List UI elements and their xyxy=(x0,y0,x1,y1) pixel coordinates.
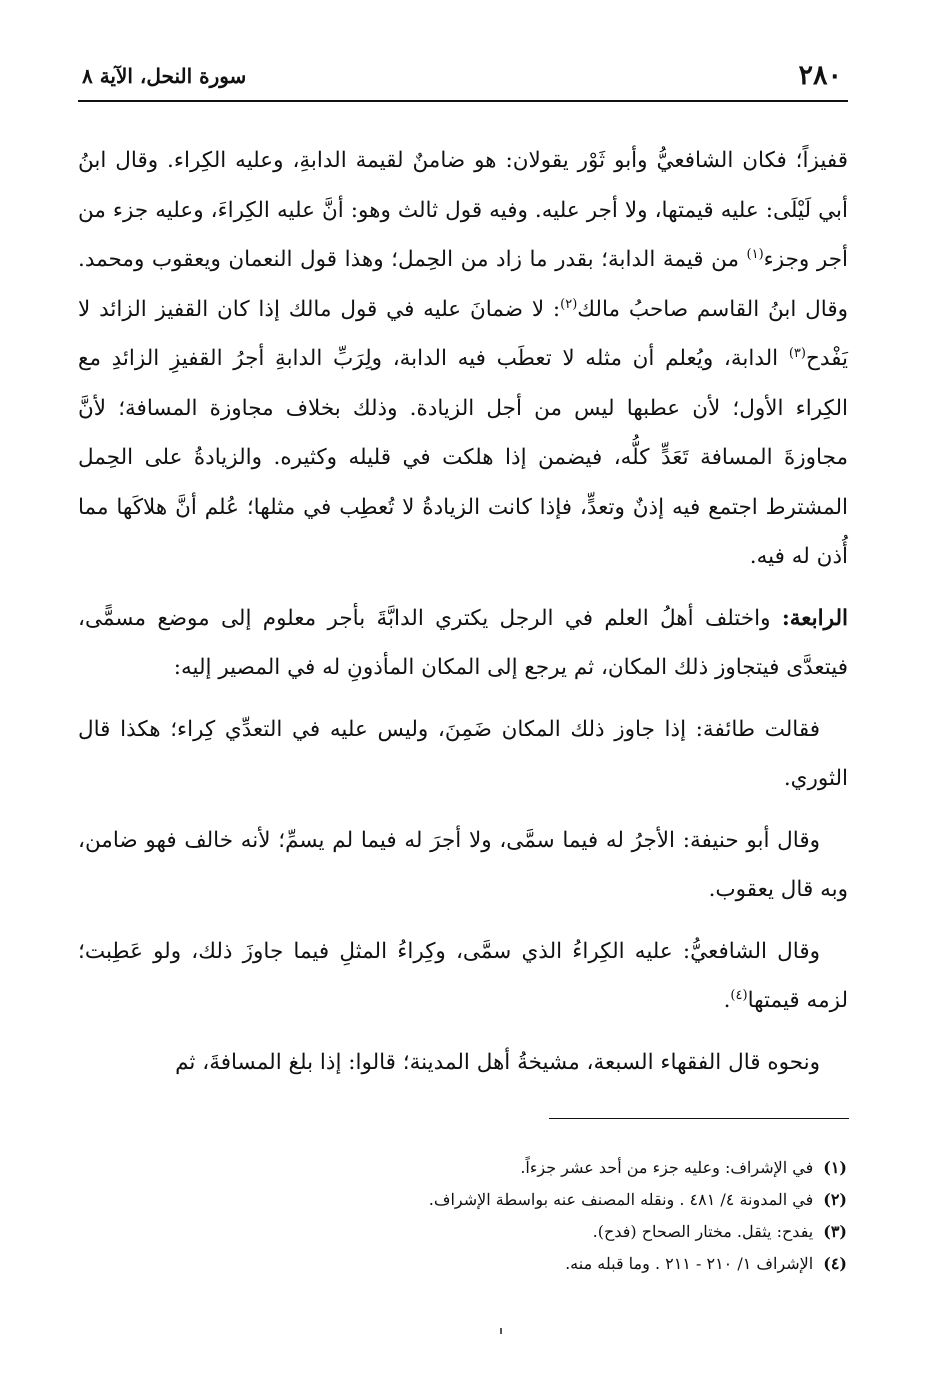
paragraph-1 xyxy=(78,136,848,582)
footnotes xyxy=(147,1152,847,1280)
paragraph-text: واختلف أهلُ العلم في الرجل يكتري الدابَّةَ بأجر معلوم إلى موضع مسمًّى، فيتعدَّى فيتجاوز ذلك المكان، ثم يرجع إلى المكان المأذونِ له في المصير إليه: xyxy=(78,605,848,680)
footnote-ref-2: (٢) xyxy=(560,296,578,312)
footnote-text: يفدح: يثقل. مختار الصحاح (فدح). xyxy=(592,1222,814,1241)
footnote-number: (٢) xyxy=(823,1190,847,1209)
page-header xyxy=(78,58,848,102)
footnote-4 xyxy=(147,1248,847,1280)
footnote-text: في المدونة ٤/ ٤٨١ . ونقله المصنف عنه بواسطة الإشراف. xyxy=(428,1190,814,1209)
paragraph-text: من قيمة الدابة؛ بقدر ما زاد من الحِمل؛ وهذا قول النعمان ويعقوب ومحمد. وقال ابنُ القاسم صاحبُ مالك xyxy=(78,247,848,322)
footnote-ref-1: (١) xyxy=(746,246,764,262)
paragraph-text: قفيزاً؛ فكان الشافعيُّ وأبو ثَوْر يقولان: هو ضامنٌ لقيمة الدابةِ، وعليه الكِراء. وقال ابنُ أبي لَيْلَى: عليه قيمتها، ولا أجر عليه. وفيه قول ثالث وهو: أنَّ عليه الكِراءَ، وعليه جزء من أجر وجزء xyxy=(78,148,848,272)
section-lead: الرابعة: xyxy=(781,605,848,631)
footnote-number: (٤) xyxy=(823,1254,847,1273)
footnote-2 xyxy=(147,1184,847,1216)
footnote-1 xyxy=(147,1152,847,1184)
footnote-text: في الإشراف: وعليه جزء من أحد عشر جزءاً. xyxy=(520,1158,814,1177)
paragraph-text: : لا ضمانَ عليه في قول مالك إذا كان القفيز الزائد لا يَفْدح xyxy=(78,296,848,371)
paragraph-2 xyxy=(78,594,848,693)
scan-speck xyxy=(500,1328,502,1334)
footnote-number: (١) xyxy=(823,1158,847,1177)
running-title: سورة النحل، الآية ٨ xyxy=(82,64,247,88)
paragraph-5 xyxy=(78,927,848,1026)
footnote-ref-4: (٤) xyxy=(730,987,748,1003)
footnote-3 xyxy=(147,1216,847,1248)
paragraph-text: وقال أبو حنيفة: الأجرُ له فيما سمَّى، ولا أجرَ له فيما لم يسمِّ؛ لأنه خالف فهو ضامن، وبه قال يعقوب. xyxy=(78,827,848,902)
footnote-ref-3: (٣) xyxy=(788,345,806,361)
page-number: ٢٨٠ xyxy=(798,60,842,91)
paragraph-text: . xyxy=(723,988,731,1013)
paragraph-text: فقالت طائفة: إذا جاوز ذلك المكان ضَمِنَ، وليس عليه في التعدِّي كِراء؛ هكذا قال الثوري. xyxy=(78,716,848,791)
footnote-divider xyxy=(549,1118,849,1119)
paragraph-text: ونحوه قال الفقهاء السبعة، مشيخةُ أهل المدينة؛ قالوا: إذا بلغ المسافةَ، ثم xyxy=(175,1049,820,1075)
footnote-text: الإشراف ١/ ٢١٠ - ٢١١ . وما قبله منه. xyxy=(565,1254,814,1273)
body-text xyxy=(78,136,848,1087)
paragraph-text: الدابة، ويُعلم أن مثله لا تعطَب فيه الدابة، ولِرَبِّ الدابةِ أجرُ القفيزِ الزائدِ مع الكِراء الأول؛ لأن عطبها ليس من أجل الزيادة. وذلك بخلاف مجاوزة المسافة؛ لأنَّ مجاوزةَ المسافة تَعَدٍّ كلُّه، فيضمن إذا هلكت في قليله وكثيره. والزيادةُ على الحِمل المشترط اجتمع فيه إذنٌ وتعدٍّ، فإذا كانت الزيادةُ لا تُعطِب في مثلها؛ عُلم أنَّ هلاكَها مما أُذن له فيه. xyxy=(78,346,848,569)
paragraph-text: وقال الشافعيُّ: عليه الكِراءُ الذي سمَّى، وكِراءُ المثلِ فيما جاوزَ ذلك، ولو عَطِبت؛ لزمه قيمتها xyxy=(78,938,848,1013)
paragraph-4 xyxy=(78,816,848,915)
footnote-number: (٣) xyxy=(823,1222,847,1241)
paragraph-3 xyxy=(78,705,848,804)
paragraph-6 xyxy=(78,1038,848,1088)
